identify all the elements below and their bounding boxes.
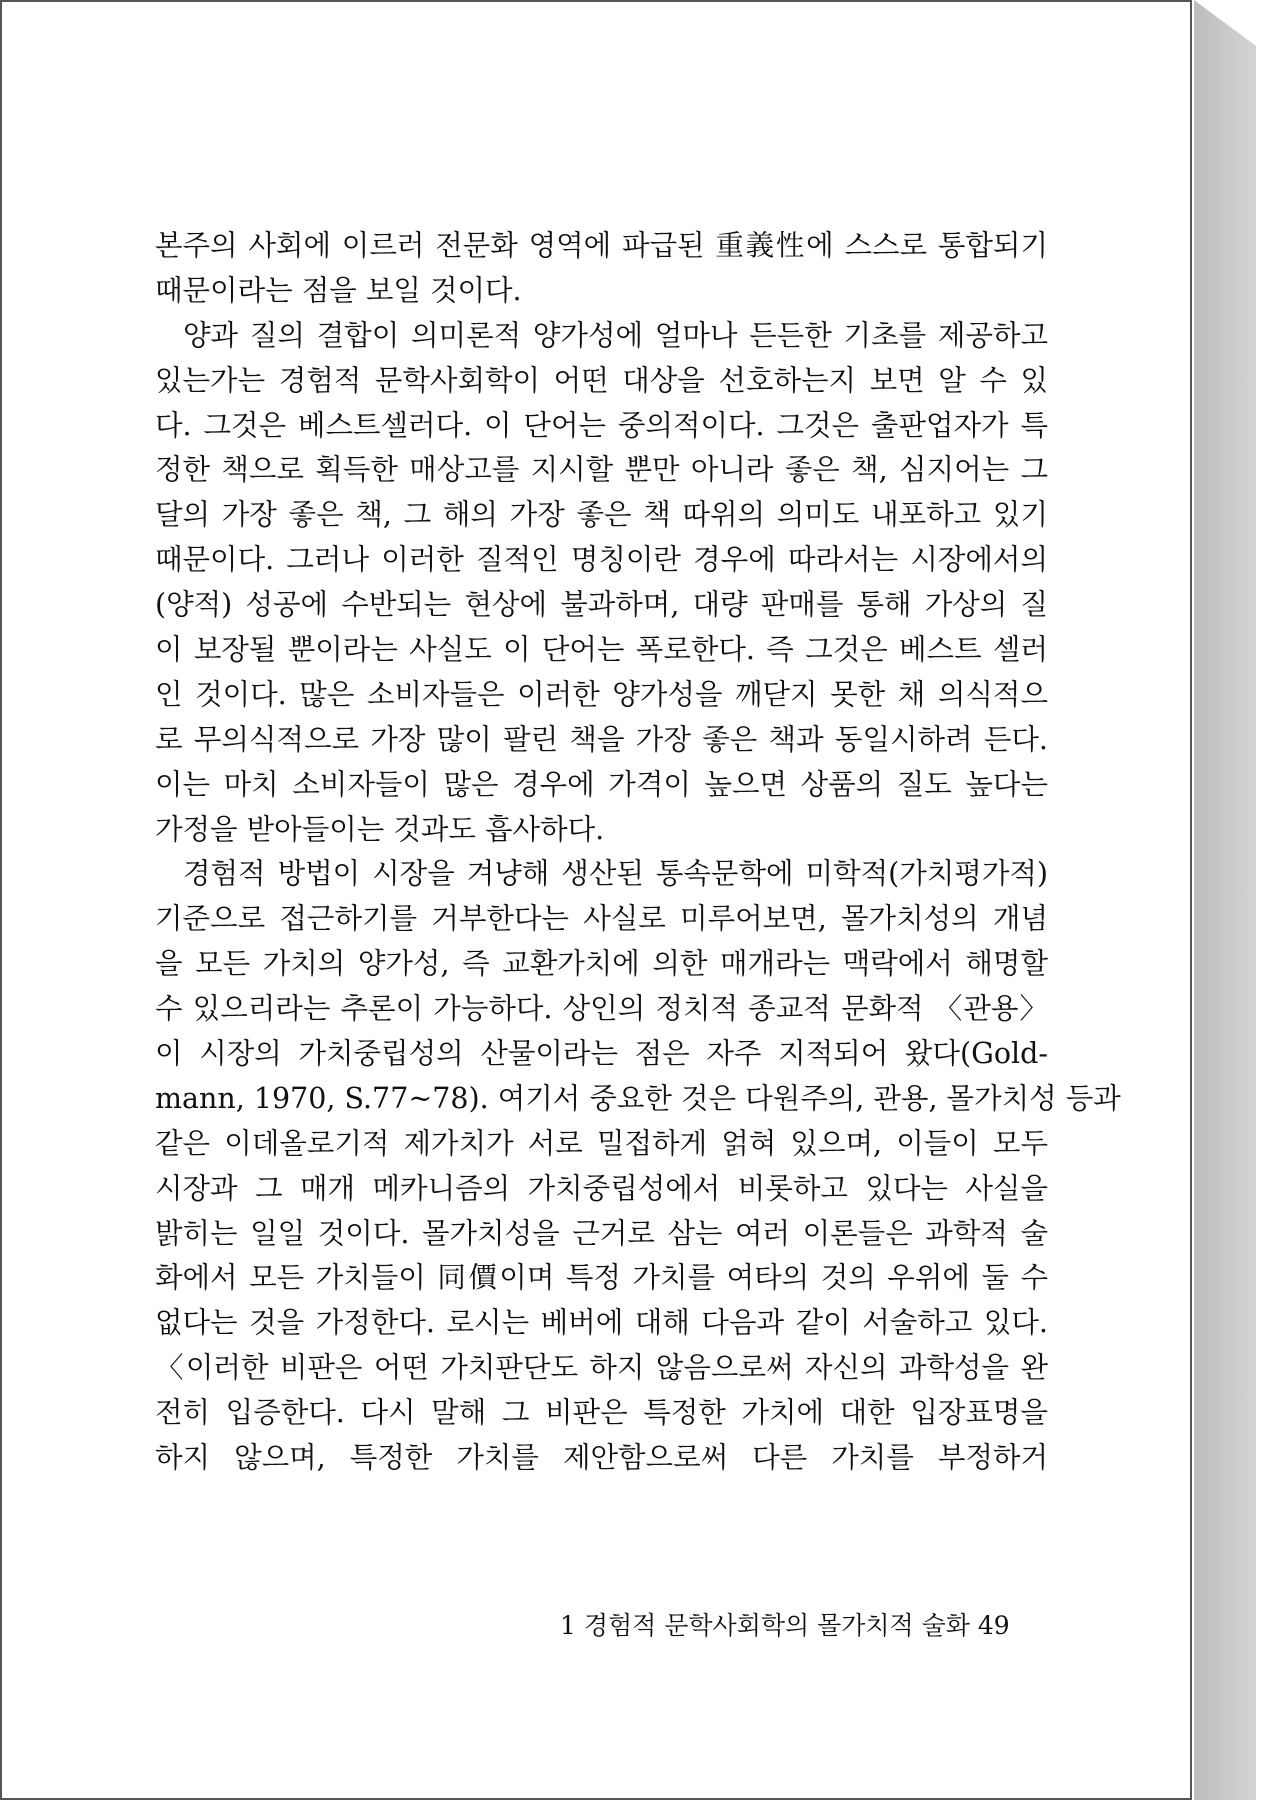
running-footer: 1 경험적 문학사회학의 몰가치적 술화 49: [560, 1611, 1010, 1640]
text-line: 때문이다. 그러나 이러한 질적인 명칭이란 경우에 따라서는 시장에서의: [155, 543, 1048, 577]
text-line: 로 무의식적으로 가장 많이 팔린 책을 가장 좋은 책과 동일시하려 든다.: [155, 722, 1048, 756]
text-line: 같은 이데올로기적 제가치가 서로 밀접하게 얽혀 있으며, 이들이 모두: [155, 1126, 1048, 1160]
text-line: 전히 입증한다. 다시 말해 그 비판은 특정한 가치에 대한 입장표명을: [155, 1396, 1048, 1430]
text-line: mann, 1970, S.77~78). 여기서 중요한 것은 다원주의, 관용, 몰가치성 등과: [155, 1081, 1121, 1115]
text-line: 시장과 그 매개 메카니즘의 가치중립성에서 비롯하고 있다는 사실을: [155, 1171, 1048, 1205]
text-line: 경험적 방법이 시장을 겨냥해 생산된 통속문학에 미학적(가치평가적): [183, 857, 1048, 891]
text-line: 하지 않으며, 특정한 가치를 제안함으로써 다른 가치를 부정하거: [155, 1441, 1048, 1475]
text-line: 이 보장될 뿐이라는 사실도 이 단어는 폭로한다. 즉 그것은 베스트 셀러: [155, 633, 1048, 667]
text-line: 이 시장의 가치중립성의 산물이라는 점은 자주 지적되어 왔다(Gold-: [155, 1037, 1048, 1071]
text-line: 화에서 모든 가치들이 同價이며 특정 가치를 여타의 것의 우위에 둘 수: [155, 1261, 1048, 1295]
text-line: 이는 마치 소비자들이 많은 경우에 가격이 높으면 상품의 질도 높다는: [155, 767, 1048, 801]
text-line: 있는가는 경험적 문학사회학이 어떤 대상을 선호하는지 보면 알 수 있: [155, 363, 1048, 397]
text-line: 을 모든 가치의 양가성, 즉 교환가치에 의한 매개라는 맥락에서 해명할: [155, 947, 1048, 981]
text-line: 정한 책으로 획득한 매상고를 지시할 뿐만 아니라 좋은 책, 심지어는 그: [155, 453, 1048, 487]
text-line: 〈이러한 비판은 어떤 가치판단도 하지 않음으로써 자신의 과학성을 완: [155, 1351, 1048, 1385]
text-line: 인 것이다. 많은 소비자들은 이러한 양가성을 깨닫지 못한 채 의식적으: [155, 677, 1048, 711]
text-line: 때문이라는 점을 보일 것이다.: [155, 273, 522, 307]
text-line: (양적) 성공에 수반되는 현상에 불과하며, 대량 판매를 통해 가상의 질: [155, 588, 1048, 622]
text-line: 다. 그것은 베스트셀러다. 이 단어는 중의적이다. 그것은 출판업자가 특: [155, 408, 1048, 442]
body-text: [155, 224, 1121, 1481]
page-stack-edge: [1194, 0, 1256, 1800]
text-line: 밝히는 일일 것이다. 몰가치성을 근거로 삼는 여러 이론들은 과학적 술: [155, 1216, 1048, 1250]
text-line: 양과 질의 결합이 의미론적 양가성에 얼마나 든든한 기초를 제공하고: [183, 318, 1048, 352]
text-line: 달의 가장 좋은 책, 그 해의 가장 좋은 책 따위의 의미도 내포하고 있기: [155, 498, 1048, 532]
text-line: 가정을 받아들이는 것과도 흡사하다.: [155, 812, 605, 846]
text-line: 본주의 사회에 이르러 전문화 영역에 파급된 重義性에 스스로 통합되기: [155, 229, 1048, 262]
text-line: 기준으로 접근하기를 거부한다는 사실로 미루어보면, 몰가치성의 개념: [155, 902, 1048, 936]
text-line: 없다는 것을 가정한다. 로시는 베버에 대해 다음과 같이 서술하고 있다.: [155, 1306, 1048, 1340]
text-line: 수 있으리라는 추론이 가능하다. 상인의 정치적 종교적 문화적 〈관용〉: [155, 992, 1048, 1026]
